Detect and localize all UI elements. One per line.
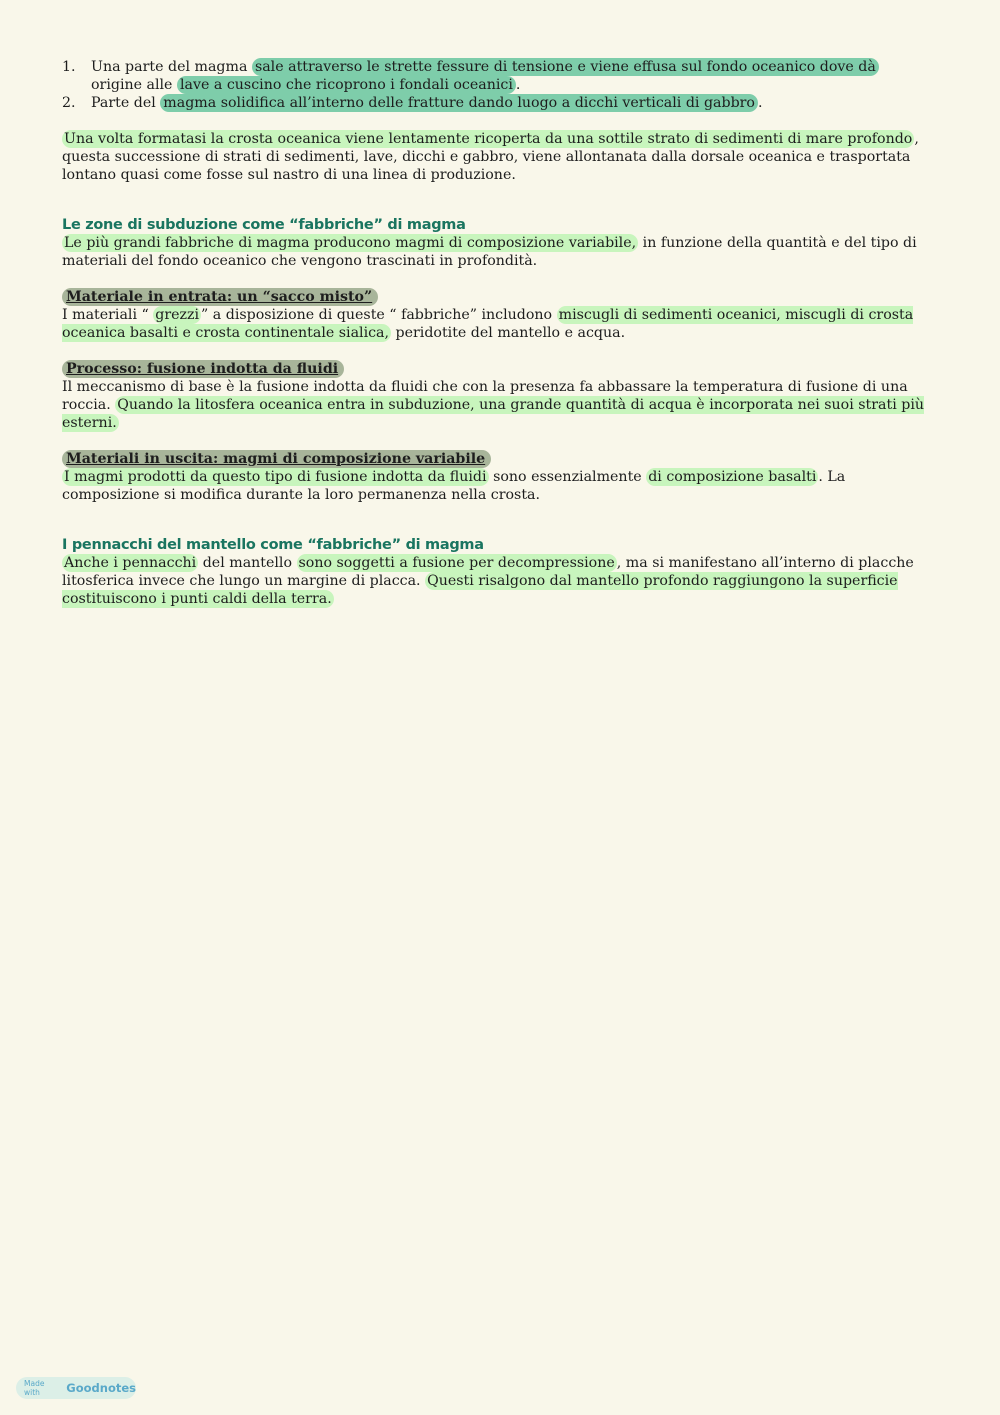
made-with-label: Made with [24, 1379, 45, 1397]
subtitle-processo [62, 360, 930, 378]
highlight-green: I magmi prodotti da questo tipo di fusione indotta da fluidi [64, 469, 487, 485]
list-text: . [757, 95, 763, 111]
paragraph-text: Il meccanismo di base è la fusione indotta da fluidi che con la presenza fa abbassare la temperatura di fusione di una roccia. [62, 379, 908, 413]
paragraph-text: , ma si manifestano all’interno di placche litosferica invece che lungo un margine di placca. [62, 555, 914, 589]
list-item [62, 94, 930, 112]
list-text: origine alle [91, 77, 177, 93]
section-title-pennacchi: I pennacchi del mantello come “fabbriche” di magma [62, 537, 484, 553]
paragraph-text: sono essenzialmente [488, 469, 647, 485]
paragraph-text: in funzione della quantità e del tipo di materiali del fondo oceanico che vengono trascinati in profondità. [62, 235, 917, 269]
goodnotes-logo-text: Goodnotes [66, 1381, 136, 1395]
numbered-list [62, 58, 930, 112]
subtitle-materiale-entrata [62, 288, 930, 306]
highlight-gray: Materiale in entrata: un “sacco misto” [62, 288, 378, 306]
list-text: Parte del [91, 95, 161, 111]
highlight-green: Questi risalgono dal mantello profondo raggiungono la superficie costituiscono i punti caldi della terra. [62, 573, 898, 607]
paragraph-text: . La composizione si modifica durante la loro permanenza nella crosta. [62, 469, 846, 503]
highlight-gray: Processo: fusione indotta da fluidi [62, 360, 344, 378]
highlight-green: grezzi [155, 307, 199, 323]
goodnotes-badge [16, 1377, 136, 1399]
paragraph-text: , questa successione di strati di sedimenti, lave, dicchi e gabbro, viene allontanata dalla dorsale oceanica e trasportata lontano quasi come fosse sul nastro di una linea di produzione. [62, 131, 919, 183]
list-number: 1. [62, 59, 76, 75]
highlight-green: miscugli di sedimenti oceanici, miscugli di crosta oceanica basalti e crosta continentale sialica, [62, 307, 914, 341]
paragraph-text: ” a disposizione di queste “ fabbriche” includono [201, 307, 557, 323]
section-title-subduzione: Le zone di subduzione come “fabbriche” di magma [62, 217, 466, 233]
highlight-teal: sale attraverso le strette fessure di tensione e viene effusa sul fondo oceanico dove dà [252, 58, 879, 76]
highlight-gray: Materiali in uscita: magmi di composizione variabile [62, 450, 491, 468]
paragraph-subduzione [62, 234, 930, 270]
notes-page [62, 58, 930, 608]
highlight-green: di composizione basalti [648, 469, 817, 485]
paragraph-materiali-uscita [62, 468, 930, 504]
paragraph-text: peridotite del mantello e acqua. [391, 325, 626, 341]
list-text: . [515, 77, 521, 93]
highlight-green: Una volta formatasi la crosta oceanica viene lentamente ricoperta da una sottile strato di sedimenti di mare profondo [64, 131, 913, 147]
highlight-green: Anche i pennacchi [64, 555, 197, 571]
paragraph-text: I materiali “ [62, 307, 154, 323]
highlight-green: Le più grandi fabbriche di magma producono magmi di composizione variabile, [64, 235, 637, 251]
paragraph-processo [62, 378, 930, 432]
highlight-green: sono soggetti a fusione per decompressione [298, 555, 615, 571]
paragraph-crosta [62, 130, 930, 184]
highlight-teal: magma solidifica all’interno delle fratture dando luogo a dicchi verticali di gabbro [160, 94, 758, 112]
list-item [62, 58, 930, 94]
list-number: 2. [62, 95, 76, 111]
highlight-green: Quando la litosfera oceanica entra in subduzione, una grande quantità di acqua è incorporata nei suoi strati più esterni. [62, 397, 924, 431]
subtitle-materiali-uscita [62, 450, 930, 468]
highlight-teal: lave a cuscino che ricoprono i fondali oceanici [177, 76, 516, 94]
paragraph-pennacchi [62, 554, 930, 608]
list-text: Una parte del magma [91, 59, 252, 75]
paragraph-text: del mantello [198, 555, 297, 571]
paragraph-materiale-entrata [62, 306, 930, 342]
